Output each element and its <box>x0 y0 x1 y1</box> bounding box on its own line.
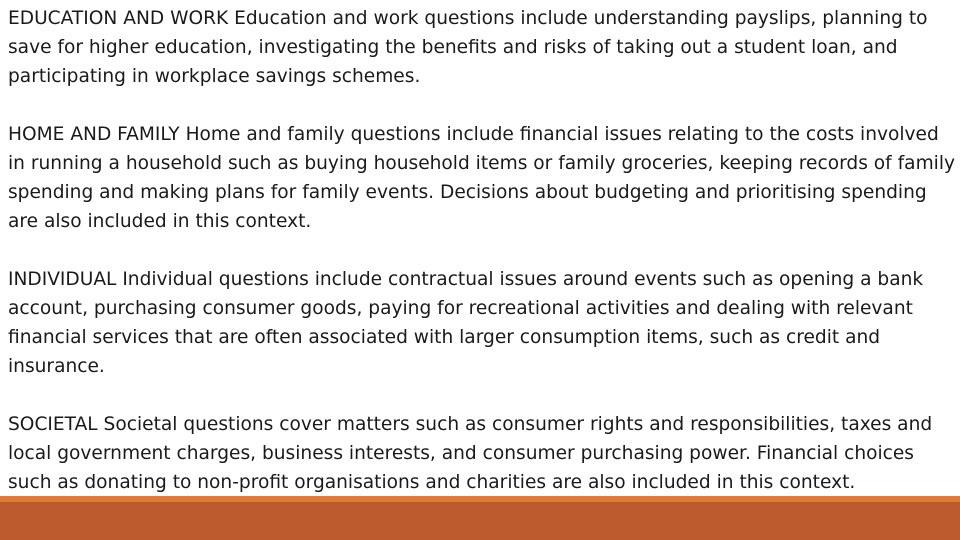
slide-body <box>8 4 956 497</box>
paragraph-individual: INDIVIDUAL Individual questions include contractual issues around events such as opening a bank account, purchasing consumer goods, paying for recreational activities and dealing with relevant financial services that are often associated with larger consumption items, such as credit and insurance. <box>8 269 924 377</box>
paragraph-societal: SOCIETAL Societal questions cover matters such as consumer rights and responsibilities, taxes and local government charges, business interests, and consumer purchasing power. Financial choices such as donating to non-profit organisations and charities are also included in this context. <box>8 414 933 493</box>
paragraph-education-and-work: EDUCATION AND WORK Education and work questions include understanding payslips, planning to save for higher education, investigating the benefits and risks of taking out a student loan, and participating in workplace savings schemes. <box>8 8 928 87</box>
footer-bar <box>0 502 960 540</box>
paragraph-home-and-family: HOME AND FAMILY Home and family questions include financial issues relating to the costs involved in running a household such as buying household items or family groceries, keeping records of family spending and making plans for family events. Decisions about budgeting and prioritising spending are also included in this context. <box>8 124 956 232</box>
